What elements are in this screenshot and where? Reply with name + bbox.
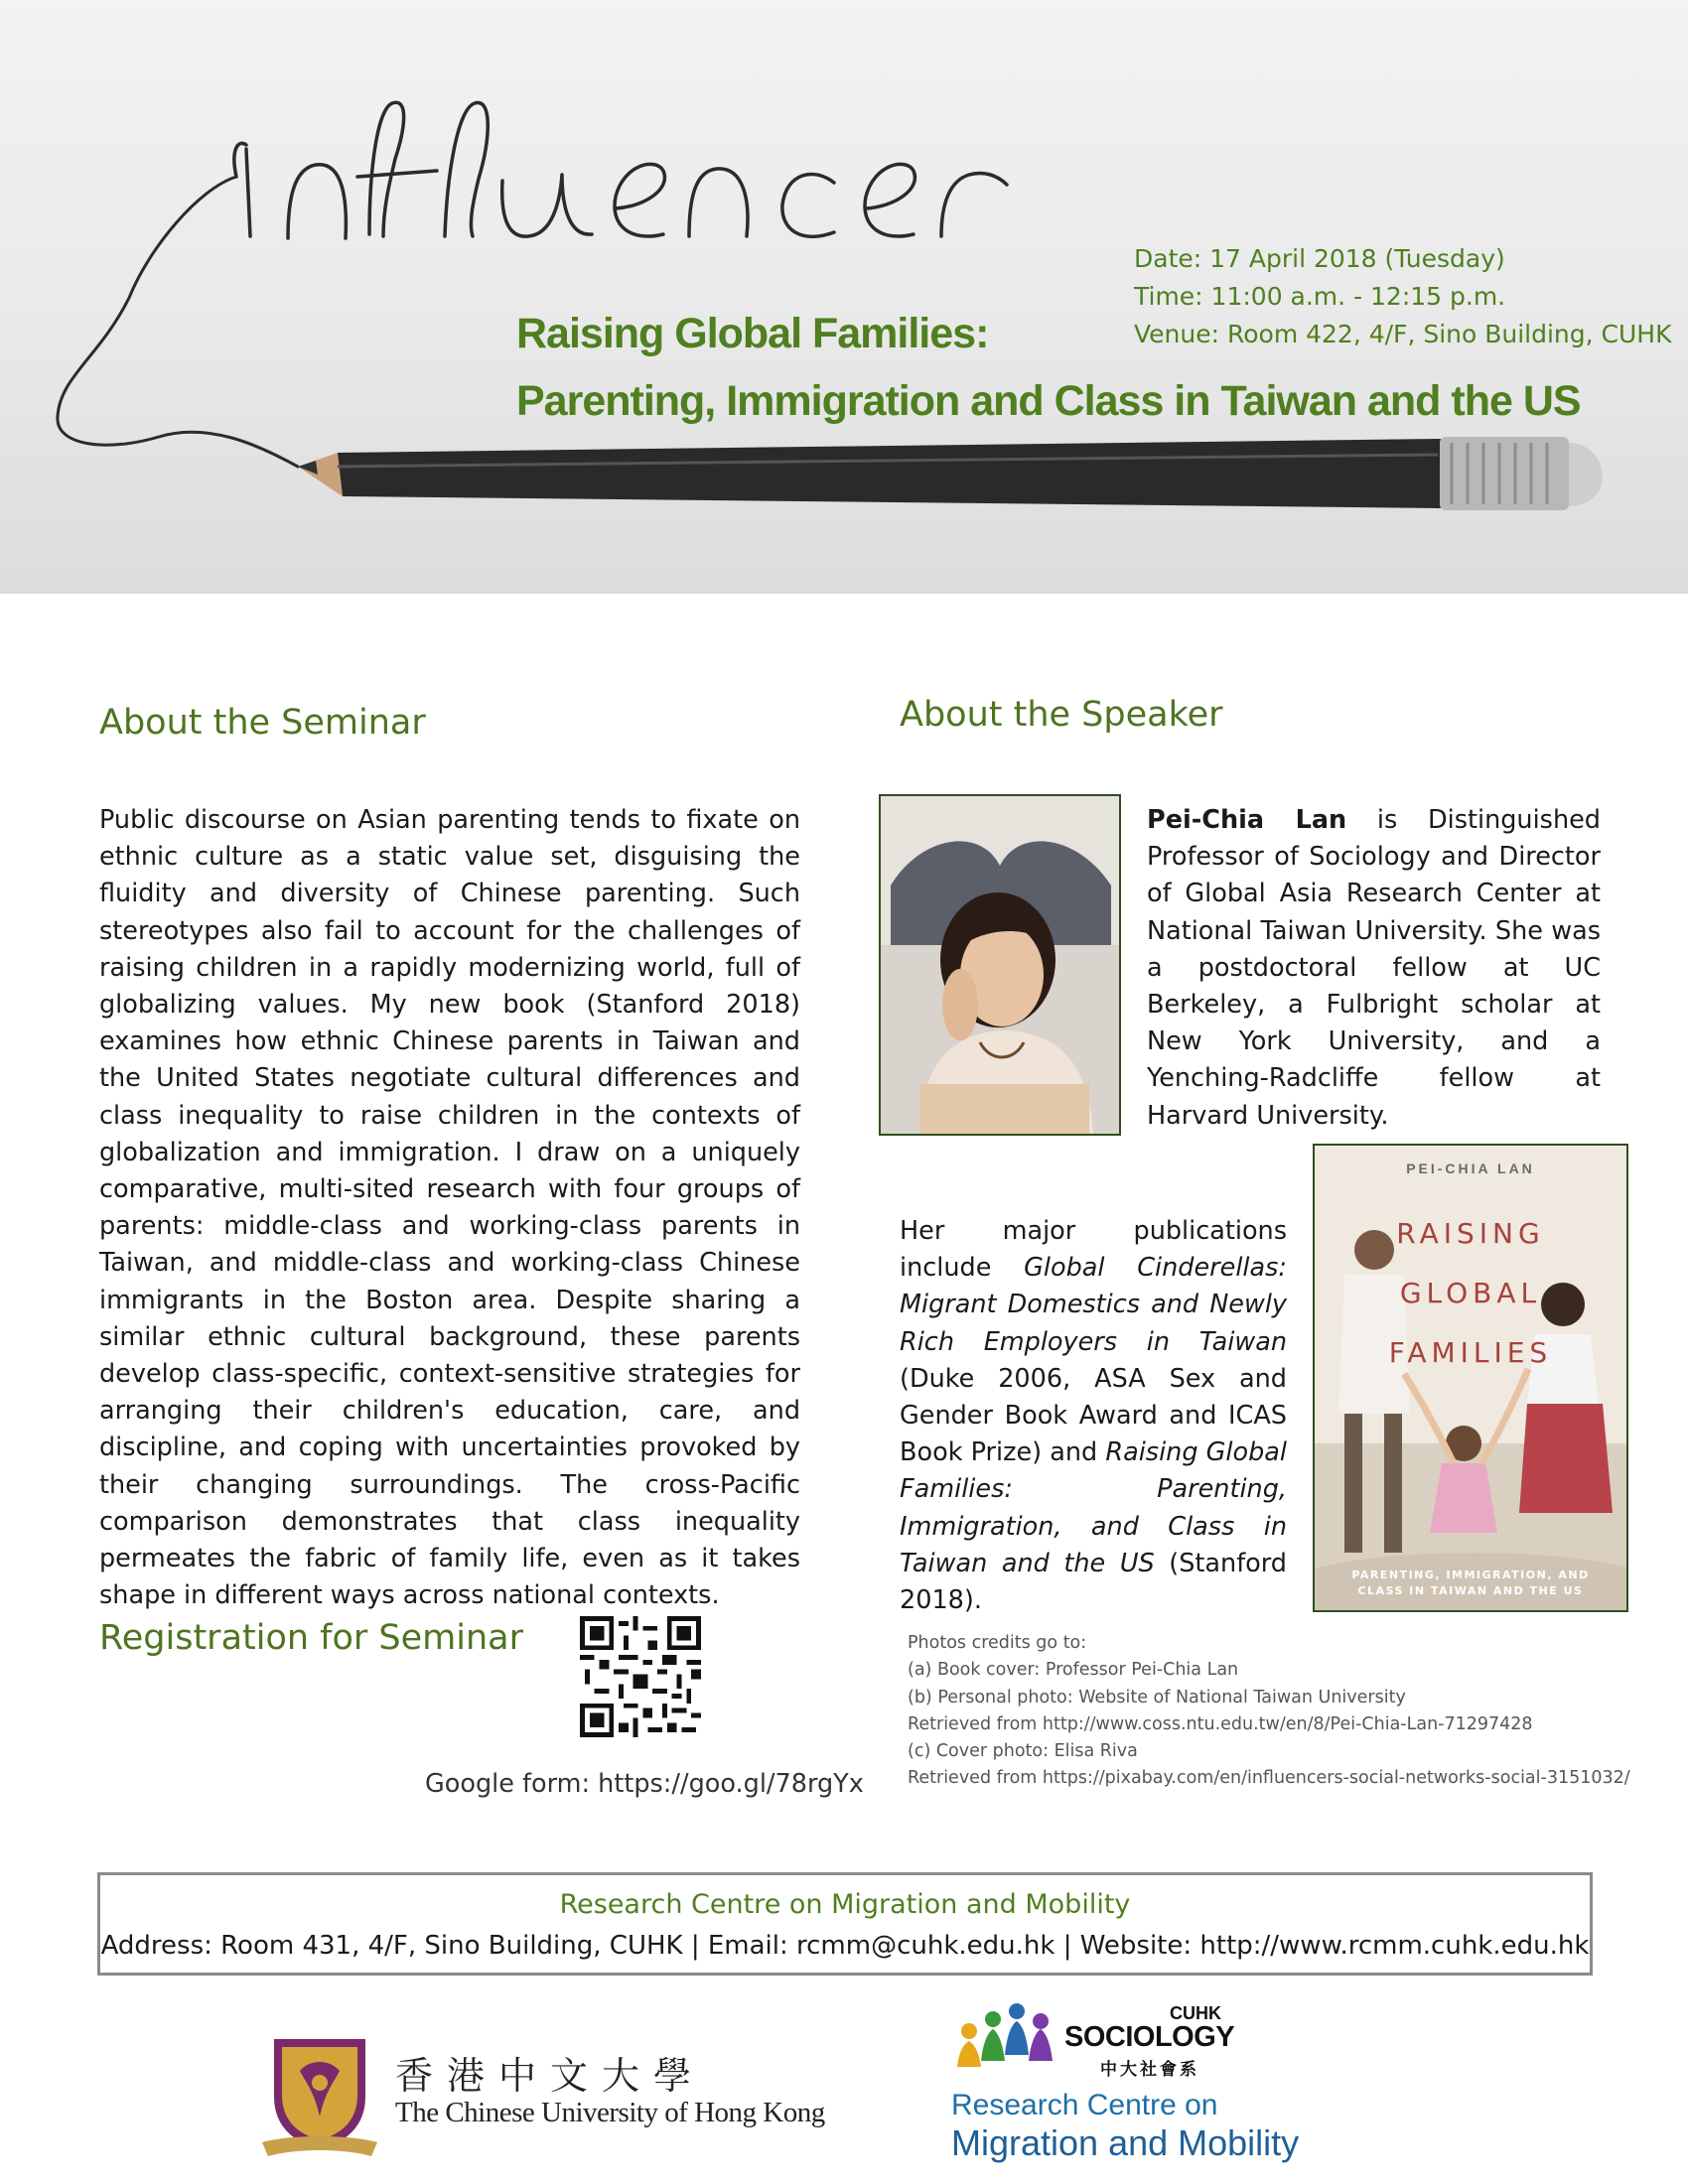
cuhk-english-name: The Chinese University of Hong Kong (395, 2097, 825, 2128)
publication-detail-2: (Stanford 2018). (900, 1548, 1287, 1616)
cuhk-small-label: CUHK (1170, 2003, 1221, 2023)
event-date: Date: 17 April 2018 (Tuesday) (1134, 244, 1505, 273)
google-form-link[interactable]: Google form: https://goo.gl/78rgYx (425, 1769, 864, 1799)
book-cover (1313, 1144, 1628, 1612)
credits-line: (c) Cover photo: Elisa Riva (908, 1741, 1138, 1762)
footer-org-name: Research Centre on Migration and Mobility (559, 1889, 1131, 1920)
event-title-line1: Raising Global Families: (516, 310, 989, 357)
speaker-bio-text: is Distinguished Professor of Sociology and Director of Global Asia Research Center at National Taiwan University. She was a postdoctoral fellow at UC Berkeley, a Fulbright scholar at New York University, and a Yenching-Radcliffe fellow at Harvard University. (1147, 805, 1601, 1131)
rcmm-logo-line1: Research Centre on (951, 2089, 1218, 2121)
credits-line: Retrieved from https://pixabay.com/en/influencers-social-networks-social-3151032/ (908, 1768, 1630, 1789)
event-venue: Venue: Room 422, 4/F, Sino Building, CUHK (1134, 320, 1672, 348)
photo-credits (908, 1630, 1630, 1793)
seminar-description: Public discourse on Asian parenting tends to fixate on ethnic culture as a static value set, disguising the fluidity and diversity of Chinese parenting. Such stereotypes also fail to account for the challenges of raising children in a rapidly modernizing world, full of globalizing values. My new book (Stanford 2018) examines how ethnic Chinese parents in Taiwan and the United States negotiate cultural differences and class inequality to raise children in the contexts of globalization and immigration. I draw on a uniquely comparative, multi-sited research with four groups of parents: middle-class and working-class parents in Taiwan, and middle-class and working-class Chinese immigrants in the Boston area. Despite sharing a similar ethnic cultural background, these parents develop class-specific, context-sensitive strategies for arranging their children's education, care, and discipline, and coping with uncertainties provoked by their changing surroundings. The cross-Pacific comparison demonstrates that class inequality permeates the fabric of family life, even as it takes shape in different ways across national contexts. (99, 805, 800, 1611)
speaker-name: Pei-Chia Lan (1147, 805, 1347, 835)
header-banner (0, 0, 1688, 594)
sociology-chinese-name: 中大社會系 (1100, 2060, 1199, 2080)
seminar-heading: About the Seminar (99, 703, 426, 743)
contact-box (97, 1872, 1593, 1976)
book-subtitle-line2: CLASS IN TAIWAN AND THE US (1357, 1584, 1584, 1597)
credits-line: (b) Personal photo: Website of National Taiwan University (908, 1687, 1406, 1707)
cuhk-logo (260, 2031, 826, 2160)
people-figures-icon (951, 2001, 1055, 2071)
registration-heading: Registration for Seminar (99, 1618, 524, 1658)
publication-title-1: Global Cinderellas: Migrant Domestics and Newly Rich Employers in Taiwan (900, 1253, 1287, 1357)
sociology-wordmark: SOCIOLOGY (1064, 2021, 1235, 2053)
publication-detail-1: (Duke 2006, ASA Sex and Gender Book Award and ICAS Book Prize) and (900, 1363, 1287, 1468)
credits-line: (a) Book cover: Professor Pei-Chia Lan (908, 1660, 1239, 1681)
event-time: Time: 11:00 a.m. - 12:15 p.m. (1134, 282, 1506, 311)
book-author: PEI-CHIA LAN (1406, 1160, 1535, 1176)
cuhk-chinese-name: 香港中文大學 (395, 2054, 706, 2098)
speaker-heading: About the Speaker (900, 695, 1223, 735)
speaker-bio (1147, 802, 1601, 1135)
registration-qr-code[interactable] (580, 1616, 701, 1737)
sociology-rcmm-logo (951, 1997, 1368, 2162)
credits-line: Photos credits go to: (908, 1633, 1087, 1653)
book-subtitle-line1: PARENTING, IMMIGRATION, AND (1351, 1569, 1590, 1581)
event-title-line2: Parenting, Immigration and Class in Taiwan and the US (516, 377, 1581, 425)
book-title-word3: FAMILIES (1388, 1336, 1553, 1369)
cuhk-crest-icon (260, 2031, 379, 2158)
publications-intro: Her major publications include (900, 1216, 1287, 1284)
speaker-publications (900, 1213, 1287, 1619)
credits-line: Retrieved from http://www.coss.ntu.edu.tw/en/8/Pei-Chia-Lan-71297428 (908, 1713, 1533, 1734)
footer-address: Address: Room 431, 4/F, Sino Building, CUHK | Email: rcmm@cuhk.edu.hk | Website: http://www.rcmm.cuhk.edu.hk (100, 1931, 1590, 1961)
book-title-word2: GLOBAL (1399, 1277, 1542, 1309)
book-title-word1: RAISING (1396, 1217, 1545, 1250)
speaker-photo (879, 794, 1121, 1136)
rcmm-logo-line2: Migration and Mobility (951, 2122, 1300, 2163)
publication-title-2: Raising Global Families: Parenting, Immigration, and Class in Taiwan and the US (900, 1437, 1287, 1578)
